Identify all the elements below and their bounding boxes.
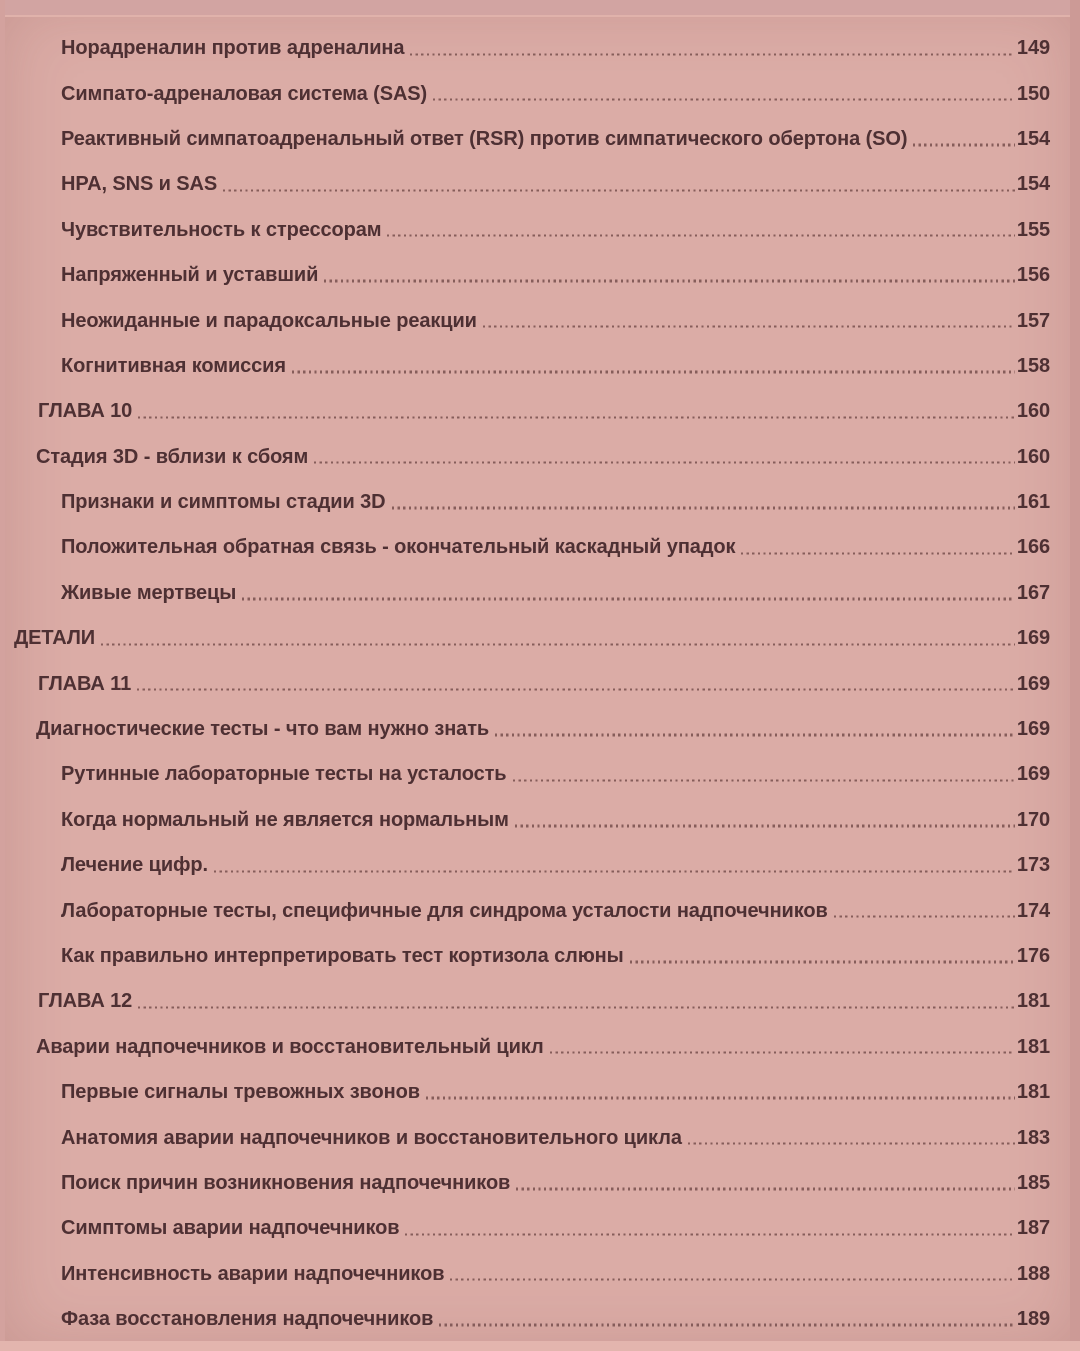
toc-entry bbox=[0, 480, 1050, 525]
dot-leader bbox=[550, 1052, 1015, 1054]
toc-entry bbox=[0, 798, 1050, 843]
toc-entry bbox=[0, 26, 1050, 71]
dot-leader bbox=[214, 870, 1015, 872]
toc-entry-title: Норадреналин против адреналина bbox=[61, 37, 405, 60]
toc-entry bbox=[0, 707, 1050, 752]
dot-leader bbox=[834, 915, 1015, 917]
toc-entry bbox=[0, 1161, 1050, 1206]
toc-entry-title: Лабораторные тесты, специфичные для синдрома усталости надпочечников bbox=[61, 899, 828, 922]
toc-entry-title: Анатомия аварии надпочечников и восстановительного цикла bbox=[61, 1126, 682, 1149]
toc-entry-page-number: 169 bbox=[1016, 672, 1050, 695]
toc-entry-page-number: 160 bbox=[1016, 445, 1050, 468]
page-edge-bottom bbox=[0, 1341, 1080, 1351]
toc-entry-page-number: 149 bbox=[1016, 37, 1050, 60]
dot-leader bbox=[495, 734, 1015, 736]
dot-leader bbox=[410, 53, 1015, 55]
dot-leader bbox=[138, 1006, 1015, 1008]
dot-leader bbox=[405, 1233, 1014, 1235]
toc-entry bbox=[0, 752, 1050, 797]
toc-entry-title: ГЛАВА 12 bbox=[38, 990, 133, 1013]
toc-entry bbox=[0, 616, 1050, 661]
toc-entry-title: Интенсивность аварии надпочечников bbox=[61, 1262, 445, 1285]
toc-entry-title: Симпато-адреналовая система (SAS) bbox=[61, 82, 428, 105]
toc-entry bbox=[0, 1070, 1050, 1115]
toc-entry bbox=[0, 344, 1050, 389]
toc-entry bbox=[0, 389, 1050, 434]
toc-entry-page-number: 183 bbox=[1016, 1126, 1050, 1149]
page-edge-top-highlight bbox=[0, 15, 1080, 17]
toc-entry-title: Фаза восстановления надпочечников bbox=[61, 1308, 434, 1331]
dot-leader bbox=[138, 416, 1015, 418]
toc-entry-title: Стадия 3D - вблизи к сбоям bbox=[36, 445, 309, 468]
dot-leader bbox=[426, 1097, 1015, 1099]
toc-entry bbox=[0, 525, 1050, 570]
toc-entry bbox=[0, 1297, 1050, 1342]
toc-entry bbox=[0, 1252, 1050, 1297]
toc-entry-title: Симптомы аварии надпочечников bbox=[61, 1217, 400, 1240]
toc-entry-page-number: 169 bbox=[1016, 763, 1050, 786]
dot-leader bbox=[450, 1279, 1015, 1281]
toc-entry-title: Положительная обратная связь - окончательный каскадный упадок bbox=[61, 536, 736, 559]
page-edge-top bbox=[0, 0, 1080, 15]
toc-entry-page-number: 173 bbox=[1016, 854, 1050, 877]
toc-entry-title: Живые мертвецы bbox=[61, 581, 237, 604]
toc-entry-page-number: 181 bbox=[1016, 1081, 1050, 1104]
toc-entry bbox=[0, 208, 1050, 253]
dot-leader bbox=[913, 144, 1015, 146]
toc-entry-page-number: 174 bbox=[1016, 899, 1050, 922]
toc-entry bbox=[0, 979, 1050, 1024]
toc-entry-page-number: 181 bbox=[1016, 1035, 1050, 1058]
dot-leader bbox=[516, 1188, 1015, 1190]
dot-leader bbox=[688, 1142, 1015, 1144]
dot-leader bbox=[741, 552, 1014, 554]
toc-entry-page-number: 154 bbox=[1016, 127, 1050, 150]
toc-entry-title: HPA, SNS и SAS bbox=[61, 173, 218, 196]
toc-entry-page-number: 150 bbox=[1016, 82, 1050, 105]
toc-entry-title: ГЛАВА 11 bbox=[38, 672, 132, 695]
toc-entry bbox=[0, 843, 1050, 888]
toc-entry-page-number: 167 bbox=[1016, 581, 1050, 604]
toc-entry-page-number: 176 bbox=[1016, 945, 1050, 967]
dot-leader bbox=[314, 462, 1015, 464]
toc-entry bbox=[0, 117, 1050, 162]
toc-entry-title: Диагностические тесты - что вам нужно знать bbox=[36, 718, 490, 741]
toc-entry-page-number: 166 bbox=[1016, 536, 1050, 559]
toc-entry-page-number: 188 bbox=[1016, 1262, 1050, 1285]
toc-entry-page-number: 161 bbox=[1016, 491, 1050, 514]
toc-entry-page-number: 189 bbox=[1016, 1308, 1050, 1331]
toc-entry-title: Когда нормальный не является нормальным bbox=[61, 808, 509, 831]
toc-entry-page-number: 156 bbox=[1016, 264, 1050, 287]
toc-entry bbox=[0, 253, 1050, 298]
dot-leader bbox=[387, 235, 1014, 237]
toc-entry bbox=[0, 1025, 1050, 1070]
toc-entry-page-number: 155 bbox=[1016, 218, 1050, 241]
toc-entry-title: Лечение цифр. bbox=[61, 854, 209, 877]
toc-entry-title: Реактивный симпатоадренальный ответ (RSR) против симпатического обертона (SO) bbox=[61, 127, 908, 150]
toc-entry-title: Когнитивная комиссия bbox=[61, 354, 286, 377]
toc-entry-title: ДЕТАЛИ bbox=[14, 627, 96, 650]
dot-leader bbox=[324, 280, 1015, 282]
toc-entry-page-number: 169 bbox=[1016, 718, 1050, 741]
toc-entry bbox=[0, 571, 1050, 616]
dot-leader bbox=[630, 961, 1015, 963]
dot-leader bbox=[101, 643, 1015, 645]
toc-entry-title: Аварии надпочечников и восстановительный цикл bbox=[36, 1035, 544, 1058]
dot-leader bbox=[433, 98, 1015, 100]
toc-entry-title: Чувствительность к стрессорам bbox=[61, 218, 382, 241]
toc-entry-page-number: 169 bbox=[1016, 627, 1050, 650]
dot-leader bbox=[292, 371, 1015, 373]
toc-entry-page-number: 157 bbox=[1016, 309, 1050, 332]
toc-entry bbox=[0, 1115, 1050, 1160]
toc-entry bbox=[0, 71, 1050, 116]
toc-entry bbox=[0, 934, 1050, 979]
dot-leader bbox=[392, 507, 1015, 509]
toc-entry bbox=[0, 298, 1050, 343]
toc-entry-page-number: 185 bbox=[1016, 1171, 1050, 1194]
toc-entry-title: Как правильно интерпретировать тест кортизола слюны bbox=[61, 945, 624, 967]
toc-entry-title: Неожиданные и парадоксальные реакции bbox=[61, 309, 477, 332]
toc-entry-page-number: 170 bbox=[1016, 808, 1050, 831]
toc-entry bbox=[0, 435, 1050, 480]
toc-entry-title: ГЛАВА 10 bbox=[38, 400, 133, 423]
toc-entry bbox=[0, 888, 1050, 933]
toc-entry-title: Напряженный и уставший bbox=[61, 264, 319, 287]
dot-leader bbox=[483, 325, 1015, 327]
toc-entry bbox=[0, 661, 1050, 706]
dot-leader bbox=[242, 598, 1015, 600]
toc-entry-page-number: 158 bbox=[1016, 354, 1050, 377]
table-of-contents bbox=[0, 26, 1080, 1342]
dot-leader bbox=[515, 825, 1015, 827]
dot-leader bbox=[137, 688, 1015, 690]
toc-entry bbox=[0, 1206, 1050, 1251]
dot-leader bbox=[513, 779, 1015, 781]
toc-entry-title: Поиск причин возникновения надпочечников bbox=[61, 1171, 511, 1194]
toc-entry-page-number: 187 bbox=[1016, 1217, 1050, 1240]
dot-leader bbox=[223, 189, 1015, 191]
toc-entry-title: Первые сигналы тревожных звонов bbox=[61, 1081, 420, 1104]
toc-entry-page-number: 160 bbox=[1016, 400, 1050, 423]
toc-entry-page-number: 154 bbox=[1016, 173, 1050, 196]
toc-entry-title: Признаки и симптомы стадии 3D bbox=[61, 491, 386, 514]
dot-leader bbox=[439, 1324, 1015, 1326]
toc-entry-title: Рутинные лабораторные тесты на усталость bbox=[61, 763, 507, 786]
toc-entry bbox=[0, 162, 1050, 207]
toc-entry-page-number: 181 bbox=[1016, 990, 1050, 1013]
